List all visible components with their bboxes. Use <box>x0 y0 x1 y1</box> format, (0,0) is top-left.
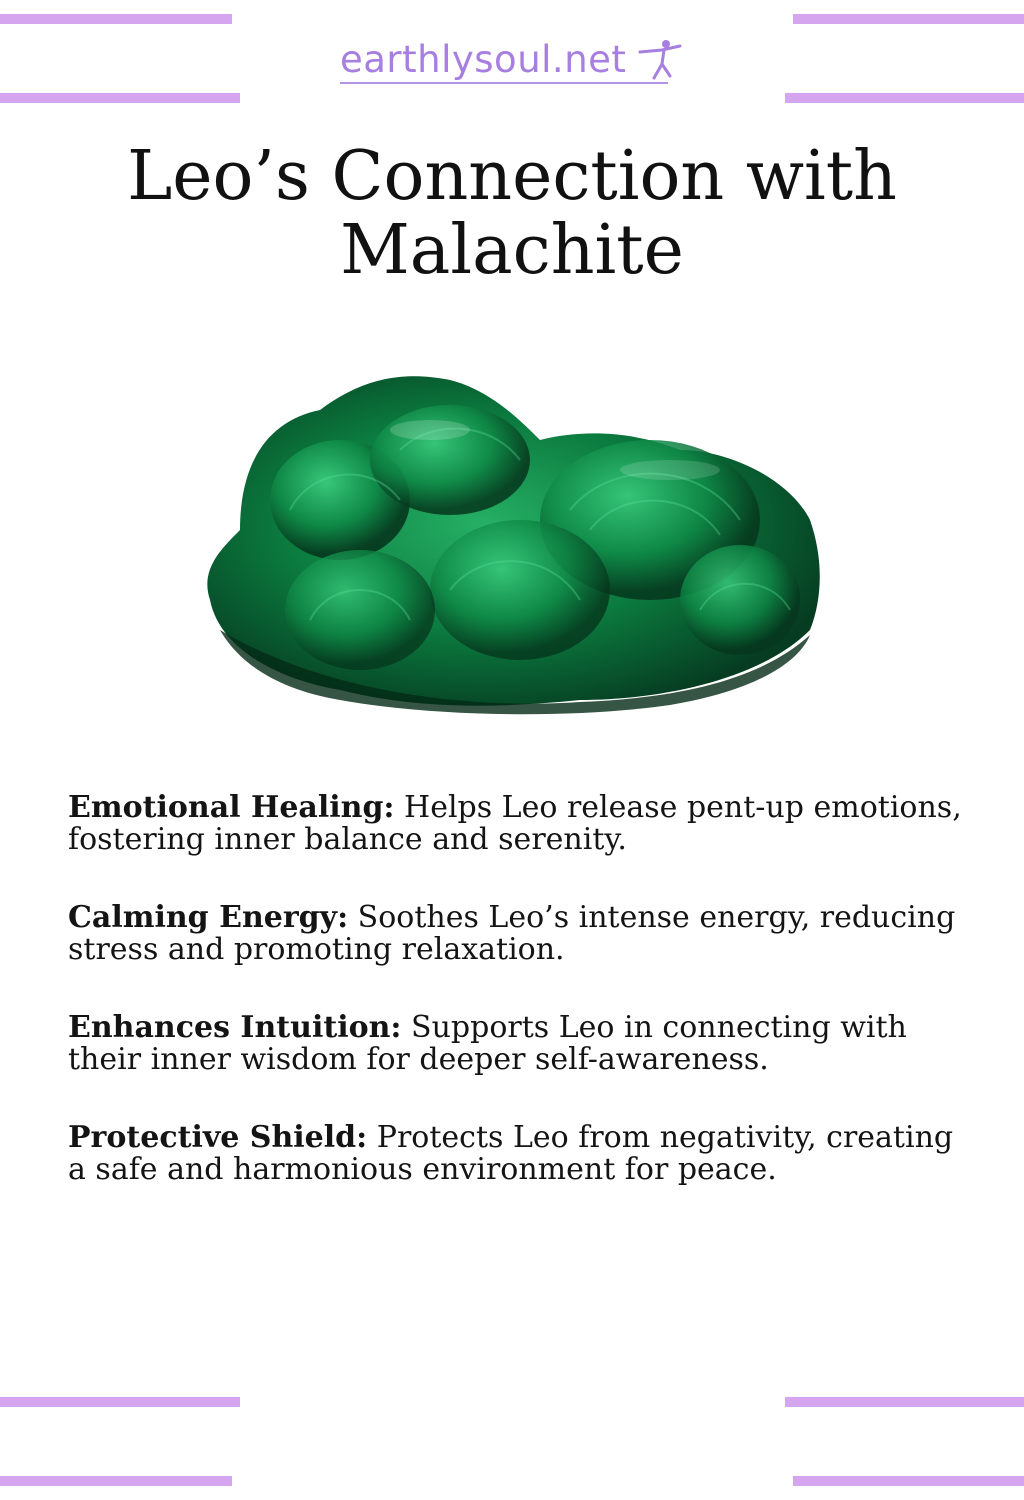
item-heading: Emotional Healing: <box>68 790 395 825</box>
benefits-list <box>68 792 968 1232</box>
item-heading: Enhances Intuition: <box>68 1010 402 1045</box>
decor-bar-top-right-1 <box>793 14 1024 24</box>
logo-underline <box>340 82 668 84</box>
list-item <box>68 1012 968 1076</box>
decor-bar-bottom-left-1 <box>0 1397 240 1407</box>
decor-bar-bottom-right-1 <box>785 1397 1024 1407</box>
site-logo[interactable] <box>340 36 684 88</box>
item-heading: Calming Energy: <box>68 900 349 935</box>
item-text: Supports Leo in connecting with their inner wisdom for deeper self-awareness. <box>68 1010 907 1077</box>
decor-bar-bottom-right-2 <box>793 1476 1024 1486</box>
list-item <box>68 792 968 856</box>
list-item <box>68 1122 968 1186</box>
decor-bar-top-right-2 <box>785 93 1024 103</box>
decor-bar-top-left-2 <box>0 93 240 103</box>
page-title: Leo’s Connection with Malachite <box>127 137 897 290</box>
list-item <box>68 902 968 966</box>
item-heading: Protective Shield: <box>68 1120 368 1155</box>
item-text: Protects Leo from negativity, creating a safe and harmonious environment for peace. <box>68 1120 954 1187</box>
logo-text: earthlysoul.net <box>340 38 627 81</box>
decor-bar-top-left-1 <box>0 14 232 24</box>
item-text: Helps Leo release pent-up emotions, fostering inner balance and serenity. <box>68 790 962 857</box>
malachite-stone-image <box>200 360 824 720</box>
dancer-figure-icon <box>636 38 684 80</box>
item-text: Soothes Leo’s intense energy, reducing stress and promoting relaxation. <box>68 900 956 967</box>
decor-bar-bottom-left-2 <box>0 1476 232 1486</box>
